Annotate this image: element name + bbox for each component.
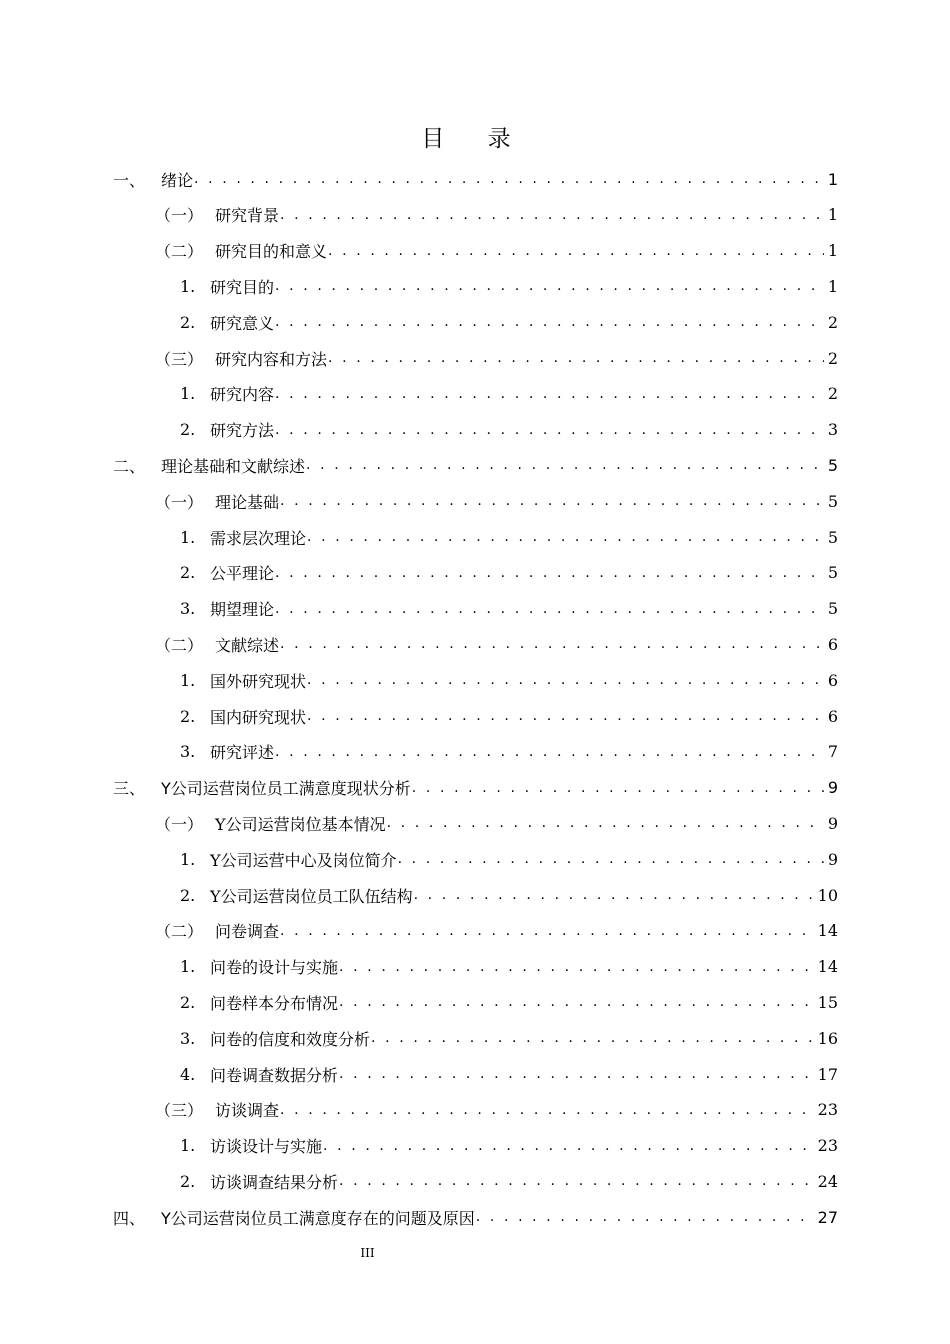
toc-entry-page-number: 24: [817, 1171, 838, 1191]
toc-entry-title: 国外研究现状: [210, 671, 307, 691]
toc-entry-page-number: 1: [827, 276, 838, 296]
toc-entry-title: 问卷样本分布情况: [210, 993, 339, 1013]
toc-entry-level-3[interactable]: [180, 734, 838, 770]
toc-entry-page-number: 9: [827, 778, 838, 798]
toc-entry-title: 国内研究现状: [210, 707, 307, 727]
toc-dot-leader: [275, 565, 824, 581]
toc-entry-title: Y公司运营岗位员工队伍结构: [210, 886, 413, 906]
toc-entry-number: 3.: [180, 1028, 196, 1048]
toc-entry-page-number: 2: [827, 348, 838, 368]
toc-dot-leader: [339, 1066, 814, 1082]
toc-dot-leader: [194, 171, 824, 187]
toc-entry-page-number: 9: [827, 849, 838, 869]
toc-entry-page-number: 23: [817, 1100, 838, 1120]
toc-entry-title: 问卷的信度和效度分析: [210, 1029, 371, 1049]
toc-entry-page-number: 6: [827, 706, 838, 726]
toc-dot-leader: [275, 744, 824, 760]
toc-entry-number: （三）: [155, 1101, 204, 1121]
toc-entry-title: 访谈设计与实施: [210, 1137, 323, 1157]
toc-dot-leader: [280, 636, 824, 652]
toc-entry-title: 研究背景: [215, 206, 280, 226]
toc-entry-number: 2.: [180, 312, 196, 332]
toc-entry-page-number: 6: [827, 634, 838, 654]
toc-dot-leader: [275, 314, 824, 330]
toc-entry-title: 研究内容和方法: [215, 349, 328, 369]
toc-entry-title: 研究评述: [210, 743, 275, 763]
toc-entry-number: 2.: [180, 420, 196, 440]
toc-entry-title: 需求层次理论: [210, 528, 307, 548]
toc-entry-level-1[interactable]: [113, 770, 838, 806]
toc-entry-number: （二）: [155, 242, 204, 262]
toc-dot-leader: [307, 672, 824, 688]
toc-entry-page-number: 5: [827, 455, 838, 475]
toc-dot-leader: [387, 815, 824, 831]
toc-entry-title: 公平理论: [210, 564, 275, 584]
toc-entry-level-1[interactable]: [113, 161, 838, 197]
toc-entry-title: Y公司运营岗位员工满意度现状分析: [161, 779, 411, 799]
toc-entry-level-2[interactable]: [155, 805, 838, 841]
toc-entry-level-3[interactable]: [180, 1128, 838, 1164]
toc-dot-leader: [306, 457, 824, 473]
toc-entry-title: 研究方法: [210, 421, 275, 441]
toc-entry-level-2[interactable]: [155, 340, 838, 376]
toc-dot-leader: [275, 601, 824, 617]
toc-entry-page-number: 2: [827, 384, 838, 404]
toc-entry-page-number: 5: [827, 563, 838, 583]
toc-entry-level-1[interactable]: [113, 447, 838, 483]
toc-entry-page-number: 5: [827, 599, 838, 619]
toc-entry-title: 研究意义: [210, 313, 275, 333]
toc-entry-level-3[interactable]: [180, 698, 838, 734]
toc-entry-level-2[interactable]: [155, 233, 838, 269]
toc-entry-level-3[interactable]: [180, 1056, 838, 1092]
toc-entry-level-3[interactable]: [180, 877, 838, 913]
toc-entry-level-3[interactable]: [180, 984, 838, 1020]
toc-entry-number: （一）: [155, 814, 204, 834]
toc-dot-leader: [328, 243, 824, 259]
toc-entry-page-number: 1: [827, 205, 838, 225]
toc-entry-number: 一、: [113, 170, 146, 190]
toc-dot-leader: [280, 1102, 814, 1118]
toc-entry-number: 2.: [180, 885, 196, 905]
toc-entry-number: 1.: [180, 384, 196, 404]
toc-entry-number: （一）: [155, 206, 204, 226]
toc-dot-leader: [275, 386, 824, 402]
toc-entry-page-number: 2: [827, 312, 838, 332]
toc-entry-title: 期望理论: [210, 600, 275, 620]
toc-entry-title: Y公司运营岗位基本情况: [215, 814, 386, 834]
toc-dot-leader: [323, 1138, 814, 1154]
toc-entry-page-number: 17: [817, 1064, 838, 1084]
toc-entry-title: 问卷调查数据分析: [210, 1065, 339, 1085]
toc-dot-leader: [412, 780, 824, 796]
toc-entry-number: 2.: [180, 563, 196, 583]
toc-entry-title: 访谈调查结果分析: [210, 1172, 339, 1192]
toc-entry-number: 2.: [180, 1171, 196, 1191]
toc-title: 目 录: [421, 126, 529, 152]
toc-entry-level-3[interactable]: [180, 949, 838, 985]
toc-dot-leader: [280, 493, 824, 509]
toc-entry-page-number: 6: [827, 670, 838, 690]
toc-entry-page-number: 14: [817, 921, 838, 941]
toc-dot-leader: [476, 1209, 814, 1225]
toc-entry-title: 绪论: [161, 170, 194, 190]
toc-dot-leader: [398, 851, 824, 867]
toc-entry-level-2[interactable]: [155, 913, 838, 949]
toc-entry-title: 问卷调查: [215, 922, 280, 942]
toc-dot-leader: [371, 1030, 814, 1046]
toc-entry-number: 1.: [180, 1136, 196, 1156]
toc-dot-leader: [307, 708, 824, 724]
toc-entry-page-number: 7: [827, 742, 838, 762]
toc-entry-level-2[interactable]: [155, 483, 838, 519]
toc-entry-level-2[interactable]: [155, 1092, 838, 1128]
toc-entry-level-3[interactable]: [180, 1020, 838, 1056]
toc-dot-leader: [339, 1173, 814, 1189]
toc-entry-number: 4.: [180, 1064, 196, 1084]
toc-entry-level-3[interactable]: [180, 268, 838, 304]
toc-entry-number: （三）: [155, 349, 204, 369]
toc-entry-level-2[interactable]: [155, 197, 838, 233]
toc-entry-level-3[interactable]: [180, 662, 838, 698]
toc-entry-number: （一）: [155, 492, 204, 512]
toc-dot-leader: [275, 422, 824, 438]
toc-entry-level-3[interactable]: [180, 841, 838, 877]
toc-entry-level-3[interactable]: [180, 376, 838, 412]
toc-entry-number: 2.: [180, 706, 196, 726]
toc-entry-level-2[interactable]: [155, 626, 838, 662]
toc-entry-number: （二）: [155, 635, 204, 655]
toc-entry-number: 三、: [113, 779, 146, 799]
toc-entry-page-number: 15: [817, 992, 838, 1012]
toc-dot-leader: [339, 994, 814, 1010]
toc-entry-level-3[interactable]: [180, 1163, 838, 1199]
toc-entry-page-number: 1: [827, 169, 838, 189]
toc-dot-leader: [307, 529, 824, 545]
toc-entry-page-number: 10: [817, 885, 838, 905]
toc-dot-leader: [280, 923, 814, 939]
toc-entry-title: 研究目的: [210, 277, 275, 297]
toc-entry-title: Y公司运营中心及岗位简介: [210, 850, 397, 870]
toc-entry-level-3[interactable]: [180, 519, 838, 555]
toc-entry-number: （二）: [155, 922, 204, 942]
toc-entry-page-number: 16: [817, 1028, 838, 1048]
toc-entry-title: 理论基础和文献综述: [161, 456, 306, 476]
toc-entry-number: 1.: [180, 957, 196, 977]
toc-entry-page-number: 5: [827, 491, 838, 511]
toc-dot-leader: [275, 278, 824, 294]
toc-dot-leader: [339, 959, 814, 975]
toc-entry-level-3[interactable]: [180, 555, 838, 591]
toc-entry-page-number: 1: [827, 241, 838, 261]
toc-entry-title: 研究目的和意义: [215, 242, 328, 262]
toc-entry-page-number: 23: [817, 1136, 838, 1156]
toc-entry-number: 3.: [180, 599, 196, 619]
toc-entry-title: 研究内容: [210, 385, 275, 405]
toc-entry-number: 1.: [180, 670, 196, 690]
toc-entry-title: Y公司运营岗位员工满意度存在的问题及原因: [161, 1208, 475, 1228]
toc-entry-level-3[interactable]: [180, 412, 838, 448]
toc-entry-page-number: 27: [817, 1207, 838, 1227]
toc-entry-title: 问卷的设计与实施: [210, 958, 339, 978]
toc-entry-title: 访谈调查: [215, 1101, 280, 1121]
toc-entry-title: 文献综述: [215, 635, 280, 655]
toc-entry-level-1[interactable]: [113, 1199, 838, 1235]
toc-entry-level-3[interactable]: [180, 591, 838, 627]
toc-entry-title: 理论基础: [215, 492, 280, 512]
page-number-footer: III: [360, 1246, 375, 1260]
toc-entry-number: 2.: [180, 992, 196, 1012]
toc-entry-page-number: 9: [827, 813, 838, 833]
toc-entry-number: 二、: [113, 456, 146, 476]
toc-entry-page-number: 3: [827, 420, 838, 440]
toc-dot-leader: [328, 350, 824, 366]
toc-dot-leader: [414, 887, 814, 903]
toc-entry-level-3[interactable]: [180, 304, 838, 340]
toc-entry-page-number: 14: [817, 957, 838, 977]
toc-entry-number: 四、: [113, 1208, 146, 1228]
toc-entry-number: 1.: [180, 276, 196, 296]
toc-entry-number: 1.: [180, 849, 196, 869]
toc-entry-number: 1.: [180, 527, 196, 547]
toc-dot-leader: [280, 207, 824, 223]
toc-entry-page-number: 5: [827, 527, 838, 547]
toc-entry-number: 3.: [180, 742, 196, 762]
